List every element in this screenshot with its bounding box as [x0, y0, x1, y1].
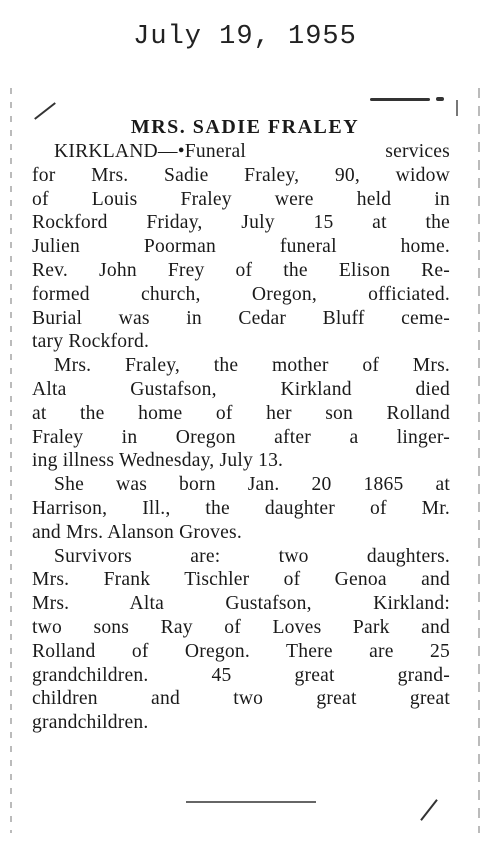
article-line: Alta Gustafson, Kirkland died — [32, 378, 450, 400]
article-line: Rev. John Frey of the Elison Re- — [32, 259, 450, 281]
article-line: Burial was in Cedar Bluff ceme- — [32, 307, 450, 329]
ink-smudge-top-right — [370, 98, 430, 101]
article-line: tary Rockford. — [32, 331, 150, 353]
article-line: Mrs. Alta Gustafson, Kirkland: — [32, 593, 450, 615]
article-line: and Mrs. Alanson Groves. — [32, 521, 242, 543]
article-line: Rockford Friday, July 15 at the — [32, 212, 450, 234]
clipping-date: July 19, 1955 — [133, 22, 357, 52]
article-line: of Louis Fraley were held in — [32, 188, 450, 210]
article-line: Survivors are: two daughters. — [54, 545, 450, 567]
clipping-left-edge — [10, 88, 12, 833]
article-line: Julien Poorman funeral home. — [32, 236, 450, 258]
bottom-rule — [186, 801, 316, 803]
article-line: for Mrs. Sadie Fraley, 90, widow — [32, 164, 450, 186]
ink-dot-top-right — [436, 97, 444, 101]
article-line: KIRKLAND—•Funeral services — [54, 141, 450, 162]
article-line: Fraley in Oregon after a linger- — [32, 426, 450, 448]
article-line: Mrs. Frank Tischler of Genoa and — [32, 569, 450, 591]
article-line: She was born Jan. 20 1865 at — [54, 474, 450, 496]
article-line: Mrs. Fraley, the mother of Mrs. — [54, 355, 450, 377]
article-line: Harrison, Ill., the daughter of Mr. — [32, 497, 450, 519]
article-line: at the home of her son Rolland — [32, 402, 450, 424]
article-line: two sons Ray of Loves Park and — [32, 616, 450, 638]
article-line: grandchildren. 45 great grand- — [32, 664, 450, 686]
article-line: Rolland of Oregon. There are 25 — [32, 640, 450, 662]
clipping-right-edge — [478, 88, 480, 833]
article-line: formed church, Oregon, officiated. — [32, 283, 450, 305]
corner-mark-bottom-right — [420, 799, 438, 821]
obituary-headline: MRS. SADIE FRALEY — [130, 116, 360, 138]
article-line: grandchildren. — [32, 712, 149, 734]
edge-mark-right — [456, 100, 458, 116]
article-line: children and two great great — [32, 688, 450, 710]
obituary-body — [32, 140, 450, 735]
article-line: ing illness Wednesday, July 13. — [32, 450, 284, 472]
newspaper-clipping — [10, 88, 480, 833]
